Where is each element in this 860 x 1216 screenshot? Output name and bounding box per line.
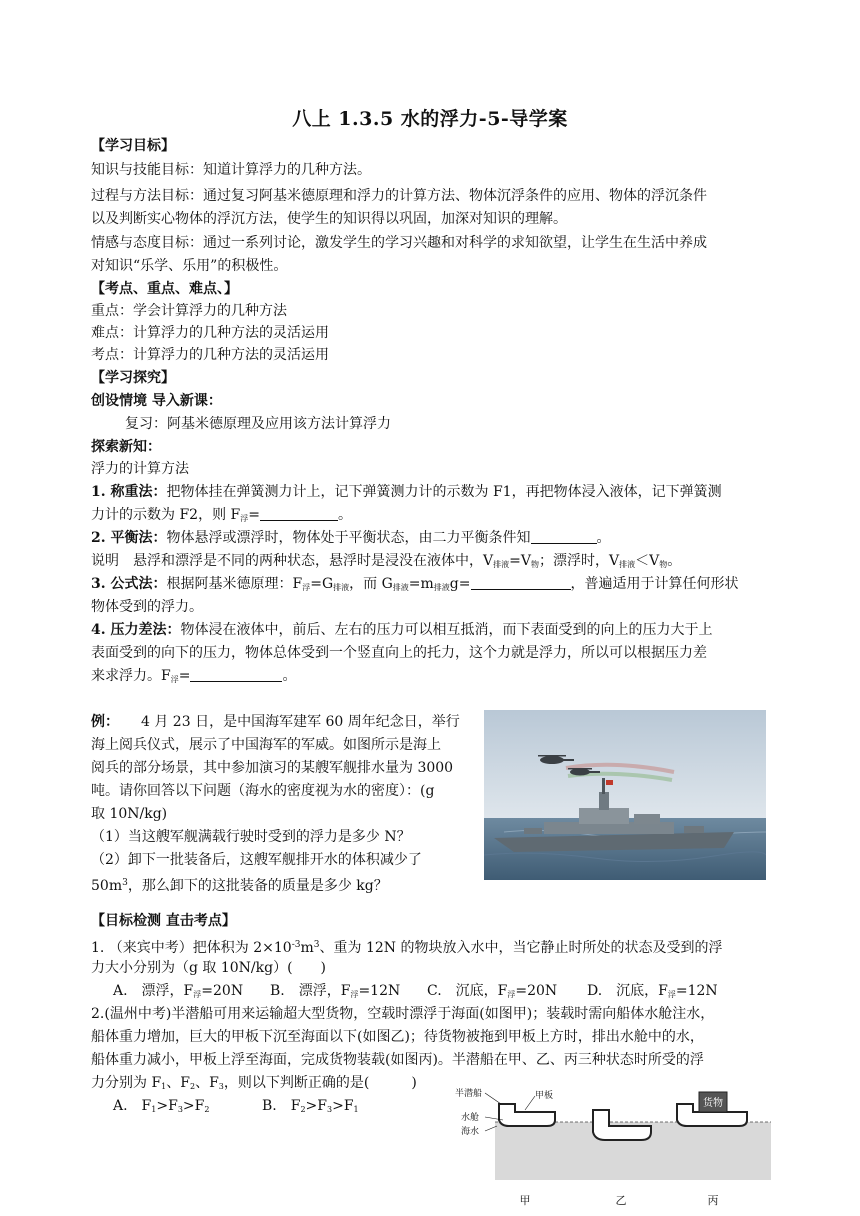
warship-photo bbox=[484, 710, 766, 880]
method-2-note: 说明 悬浮和漂浮是不同的两种状态，悬浮时是浸没在液体中，$V_{排液}=V_物$；漂浮时，$V_{排液}<V_物$。 bbox=[91, 553, 682, 569]
svg-text:海水: 海水 bbox=[461, 1127, 480, 1137]
section-heading-goals: 【学习目标】 bbox=[91, 138, 175, 154]
method-4-line1: 4. 压力差法：物体浸在液体中，前后、左右的压力可以相互抵消，而下表面受到的向上的压力大于上 bbox=[91, 622, 713, 638]
example-line2: 海上阅兵仪式，展示了中国海军的军威。如图所示是海上 bbox=[91, 737, 441, 753]
problem-1-option-c[interactable]: C. 沉底，$F_浮=20N$ bbox=[427, 983, 558, 999]
goal-knowledge: 知识与技能目标：知道计算浮力的几种方法。 bbox=[91, 162, 371, 178]
example-label: 例： bbox=[91, 714, 119, 730]
goal-emotion-line2: 对知识“乐学、乐用”的积极性。 bbox=[91, 258, 288, 274]
svg-text:甲: 甲 bbox=[519, 1194, 531, 1207]
method-3-label: 3. 公式法： bbox=[91, 576, 167, 592]
problem-2-line2: 船体重力增加，巨大的甲板下沉至海面以下(如图乙)；待货物被拖到甲板上方时，排出水舱中的水， bbox=[91, 1029, 704, 1045]
section-heading-keypoints: 【考点、重点、难点、】 bbox=[91, 281, 238, 297]
answer-blank[interactable] bbox=[471, 575, 571, 590]
svg-text:甲板: 甲板 bbox=[535, 1091, 554, 1101]
example-question-2-cont: $50m^3$，那么卸下的这批装备的质量是多少 kg？ bbox=[91, 878, 388, 894]
example-line1: 例： 4 月 23 日，是中国海军建军 60 周年纪念日，举行 bbox=[91, 714, 460, 730]
svg-text:水舱: 水舱 bbox=[461, 1113, 480, 1123]
method-4-line3: 来求浮力。$F_浮=$ 。 bbox=[91, 668, 297, 684]
svg-text:乙: 乙 bbox=[615, 1194, 627, 1207]
section-heading-check: 【目标检测 直击考点】 bbox=[91, 913, 236, 929]
example-line4: 吨。请你回答以下问题（海水的密度视为水的密度）：(g bbox=[91, 783, 435, 799]
keypoint-exam: 考点：计算浮力的几种方法的灵活运用 bbox=[91, 347, 329, 363]
goal-process-line1: 过程与方法目标：通过复习阿基米德原理和浮力的计算方法、物体沉浮条件的应用、物体的浮沉条件 bbox=[91, 188, 707, 204]
section-heading-explore: 【学习探究】 bbox=[91, 370, 175, 386]
problem-1-option-b[interactable]: B. 漂浮，$F_浮=12N$ bbox=[270, 983, 401, 999]
example-question-2: （2）卸下一批装备后，这艘军舰排开水的体积减少了 bbox=[91, 852, 422, 868]
problem-2-line4: 力分别为 $F_1$、$F_2$、$F_3$，则以下判断正确的是( ) bbox=[91, 1075, 417, 1091]
problem-2-line3: 船体重力减小，甲板上浮至海面，完成货物装载(如图丙)。半潜船在甲、乙、丙三种状态时所受的浮 bbox=[91, 1052, 704, 1068]
goal-process-line2: 以及判断实心物体的浮沉方法，使学生的知识得以巩固，加深对知识的理解。 bbox=[91, 211, 567, 227]
problem-2-option-a[interactable]: A. $F_1>F_3>F_2$ bbox=[113, 1098, 210, 1114]
problem-1-line2: 力大小分别为（g 取 10N/kg）( ) bbox=[91, 960, 327, 976]
problem-2-option-b[interactable]: B. $F_2>F_3>F_1$ bbox=[262, 1098, 359, 1114]
svg-text:货物: 货物 bbox=[703, 1098, 723, 1109]
method-4-line2: 表面受到的向下的压力，物体总体受到一个竖直向上的托力，这个力就是浮力，所以可以根据压力差 bbox=[91, 645, 707, 661]
method-2-label: 2. 平衡法： bbox=[91, 530, 167, 546]
svg-text:半潜船: 半潜船 bbox=[455, 1089, 483, 1099]
method-4-label: 4. 压力差法： bbox=[91, 622, 181, 638]
methods-title: 浮力的计算方法 bbox=[91, 461, 189, 477]
keypoint-difficulty: 难点：计算浮力的几种方法的灵活运用 bbox=[91, 325, 329, 341]
method-1-line2: 力计的示数为 F2，则 $F_浮=$ 。 bbox=[91, 507, 352, 523]
method-2: 2. 平衡法：物体悬浮或漂浮时，物体处于平衡状态，由二力平衡条件知 。 bbox=[91, 530, 611, 546]
keypoint-focus: 重点：学会计算浮力的几种方法 bbox=[91, 303, 287, 319]
answer-blank[interactable] bbox=[260, 506, 338, 521]
answer-blank[interactable] bbox=[531, 529, 597, 544]
svg-text:丙: 丙 bbox=[707, 1194, 719, 1207]
answer-blank[interactable] bbox=[190, 667, 282, 682]
problem-1-line1: 1. （来宾中考）把体积为 $2\times 10^{-3}m^3$、重为 12N 的物块放入水中，当它静止时所处的状态及受到的浮 bbox=[91, 940, 723, 956]
goal-emotion-line1: 情感与态度目标：通过一系列讨论，激发学生的学习兴趣和对科学的求知欲望，让学生在生活中养成 bbox=[91, 235, 707, 251]
problem-2-line1: 2.(温州中考)半潜船可用来运输超大型货物，空载时漂浮于海面(如图甲)；装载时需向船体水舱注水， bbox=[91, 1006, 715, 1022]
problem-1-option-d[interactable]: D. 沉底，$F_浮=12N$ bbox=[587, 983, 718, 999]
ship-state-2-icon bbox=[593, 1110, 651, 1140]
semi-submersible-ship-diagram bbox=[455, 1086, 773, 1212]
example-line3: 阅兵的部分场景，其中参加演习的某艘军舰排水量为 3000 bbox=[91, 760, 454, 776]
method-3-line2: 物体受到的浮力。 bbox=[91, 599, 203, 615]
problem-1-option-a[interactable]: A. 漂浮，$F_浮=20N$ bbox=[113, 983, 244, 999]
example-question-1: （1）当这艘军舰满载行驶时受到的浮力是多少 N？ bbox=[91, 829, 411, 845]
method-1-label: 1. 称重法： bbox=[91, 484, 167, 500]
document-title: 八上 1.3.5 水的浮力-5-导学案 bbox=[292, 108, 568, 130]
intro-heading: 创设情境 导入新课： bbox=[91, 393, 222, 409]
review-text: 复习：阿基米德原理及应用该方法计算浮力 bbox=[125, 416, 391, 432]
method-3-line1: 3. 公式法：根据阿基米德原理：$F_浮=G_{排液}$，而 $G_{排液}=m_{排液}g=$ ，普遍适用于计算任何形状 bbox=[91, 576, 739, 592]
method-1-line1: 1. 称重法：把物体挂在弹簧测力计上，记下弹簧测力计的示数为 F1，再把物体浸入液体，记下弹簧测 bbox=[91, 484, 722, 500]
example-line5: 取 10N/kg) bbox=[91, 806, 168, 822]
new-knowledge-heading: 探索新知： bbox=[91, 439, 161, 455]
